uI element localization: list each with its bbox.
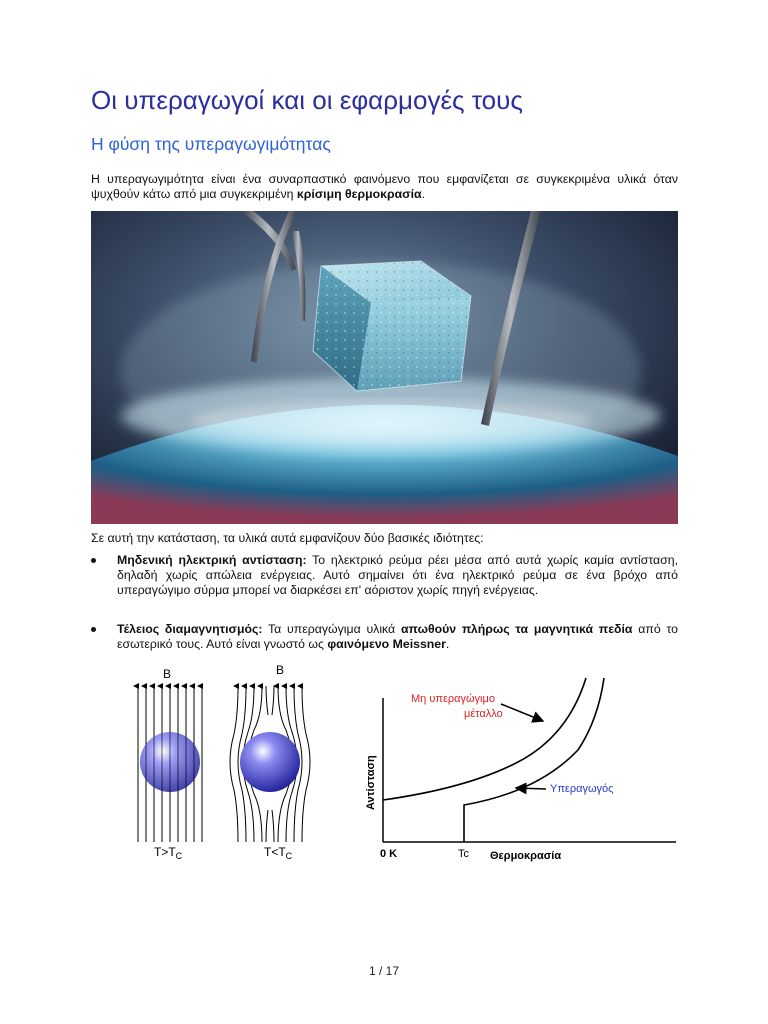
intro-text: Η υπεραγωγιμότητα είναι ένα συναρπαστικό φαινόμενο που εμφανίζεται σε συγκεκριμένα υλικά όταν ψυχθούν κάτω από μια συγκεκριμένη — [91, 172, 678, 201]
temperature-above-label: $T>T_C$ — [154, 845, 183, 861]
properties-intro: Σε αυτή την κατάσταση, τα υλικά αυτά εμφανίζουν δύο βασικές ιδιότητες: — [91, 531, 484, 545]
bullet-bold: φαινόμενο Meissner — [327, 637, 446, 651]
bullet-term: Μηδενική ηλεκτρική αντίσταση: — [117, 553, 307, 567]
resistance-graph — [365, 678, 676, 862]
bullet-bold: απωθούν πλήρως τα μαγνητικά πεδία — [400, 622, 633, 636]
normal-state-field — [138, 667, 202, 861]
bullet-text: Τα υπεραγώγιμα υλικά — [262, 622, 401, 636]
field-label-b: B — [276, 663, 285, 677]
super-curve-pointer — [516, 788, 546, 789]
bullet-text: από το εσωτερικό τους. Αυτό είναι γνωστό ως — [117, 622, 679, 651]
property-list-1 — [91, 553, 678, 598]
superconducting-state-field — [230, 663, 310, 861]
page-number: 1 / 17 — [368, 964, 400, 978]
levitating-cube-photo — [91, 211, 678, 524]
temperature-below-label: $T<T_C$ — [264, 845, 293, 861]
section-heading: Η φύση της υπεραγωγιμότητας — [91, 134, 331, 154]
bullet-icon — [91, 627, 96, 632]
page-title: Οι υπεραγωγοί και οι εφαρμογές τους — [91, 85, 523, 115]
x-axis-label: Θερμοκρασία — [490, 850, 562, 862]
intro-bold-term: κρίσιμη θερμοκρασία — [296, 187, 422, 201]
bullet-term: Τέλειος διαμαγνητισμός: — [117, 622, 263, 636]
bullet-end: . — [445, 637, 450, 651]
intro-end: . — [421, 187, 425, 201]
intro-paragraph — [91, 172, 678, 202]
list-item — [91, 553, 678, 598]
bullet-icon — [91, 558, 96, 563]
y-axis-label: Αντίσταση — [365, 755, 377, 810]
property-list-2 — [91, 622, 678, 652]
list-item — [91, 622, 678, 652]
superconductor-label: Υπεραγωγός — [550, 783, 614, 795]
normal-metal-label-2: μέταλλο — [464, 708, 503, 720]
x-tc-label: Tc — [458, 848, 469, 860]
bullet-text: Το ηλεκτρικό ρεύμα ρέει μέσα από αυτά χωρίς καμία αντίσταση, δηλαδή χωρίς απώλεια ενέργειας. Αυτό σημαίνει ότι ένα ηλεκτρικό ρεύμα σε ένα βρόχο από υπεραγώγιμο σύρμα μπορεί να διαρκέσει επ' αόριστον χωρίς πηγή ενέργειας. — [117, 553, 678, 597]
superconductor-sphere — [240, 732, 300, 792]
normal-metal-label-1: Μη υπεραγώγιμο — [411, 693, 495, 705]
meissner-diagram — [118, 660, 680, 872]
field-label-b: B — [163, 667, 172, 681]
normal-curve-pointer — [501, 704, 543, 721]
x-zero-label: 0 K — [380, 848, 398, 860]
